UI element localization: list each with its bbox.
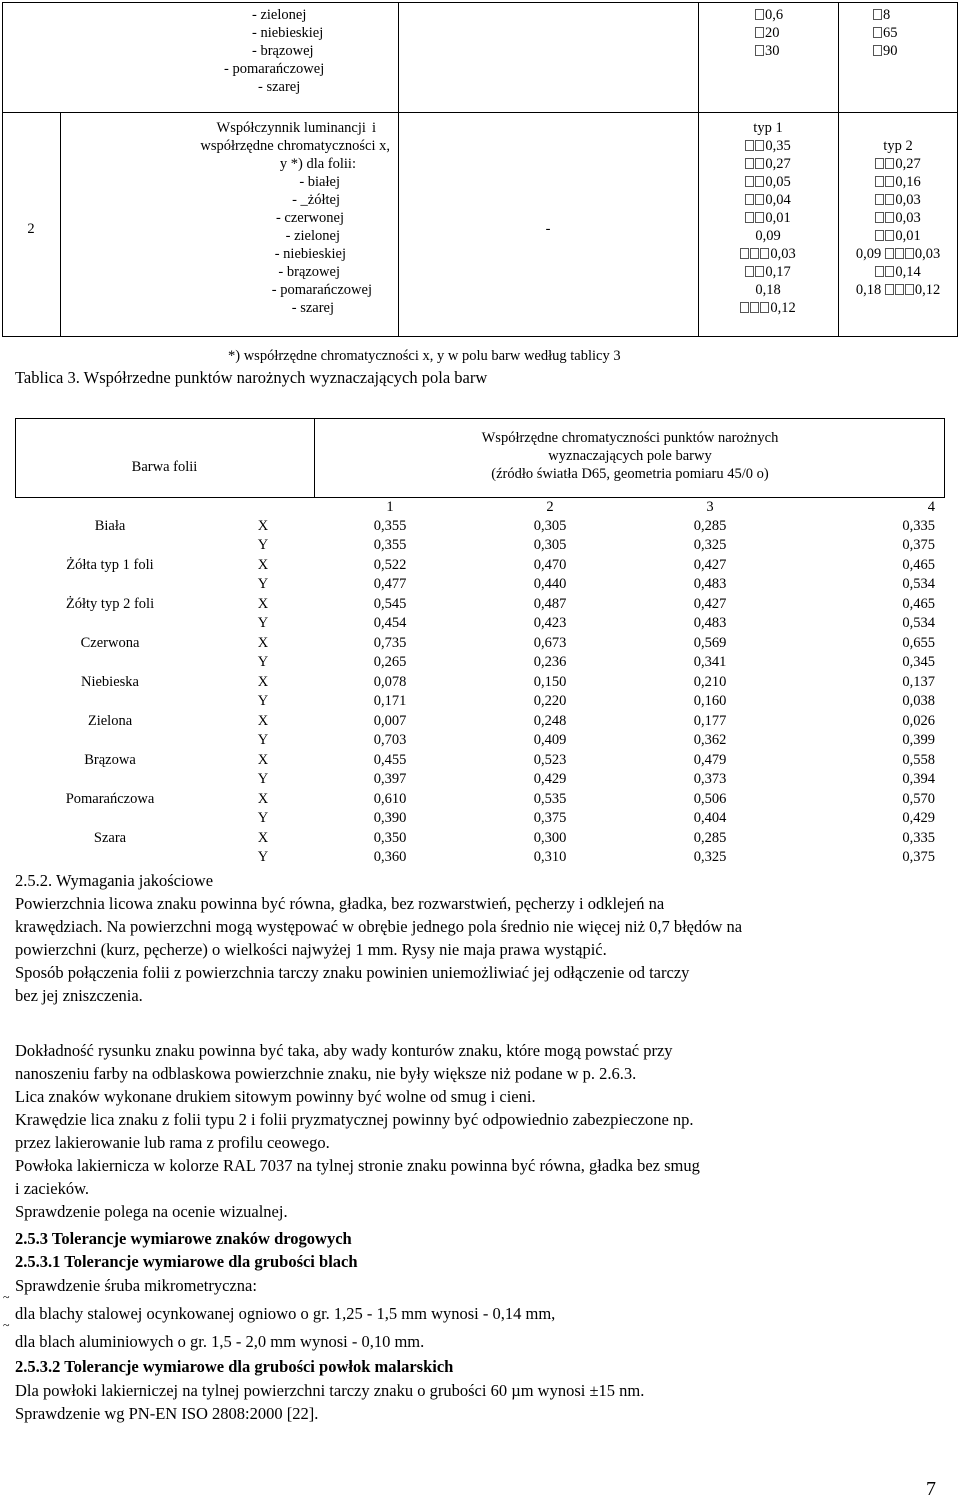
x-value: 0,427: [693, 557, 727, 573]
text-line: Sposób połączenia folii z powierzchnia tarczy znaku powinien uniemożliwiać jej odłączenie od tarczy: [15, 963, 690, 982]
typ2-value: [838, 227, 958, 245]
x-value: 0,479: [693, 752, 727, 768]
value: 0,17: [765, 264, 791, 280]
glyph-box-icon: [755, 45, 764, 56]
x-value: 0,305: [533, 518, 567, 534]
label: - pomarańczowej: [271, 282, 372, 298]
glyph-box-icon: [873, 27, 882, 38]
color-name: Żółty typ 2 foli: [65, 596, 155, 612]
table2-row2-description: [62, 119, 396, 317]
glyph-box-icon: [875, 194, 884, 205]
heading-2-5-2: 2.5.2. Wymagania jakościowe: [15, 871, 214, 890]
point-number: 3: [706, 499, 714, 515]
text-line: Dokładność rysunku znaku powinna być taka, aby wady konturów znaku, które mogą powstać przy: [15, 1041, 673, 1060]
y-value: 0,404: [693, 810, 727, 826]
y-value: 0,534: [902, 615, 935, 631]
text-line: i zacieków.: [15, 1179, 90, 1198]
y-value: 0,375: [902, 849, 935, 865]
table2-row-number: 2: [27, 221, 35, 237]
x-label: X: [257, 635, 269, 651]
x-value: 0,350: [373, 830, 407, 846]
glyph-box-icon: [895, 284, 904, 295]
table2-top-col4: [873, 6, 933, 60]
y-label: Y: [257, 849, 269, 865]
value: 0,03: [770, 246, 796, 262]
x-label: X: [257, 557, 269, 573]
glyph-box-icon: [740, 248, 749, 259]
glyph-box-icon: [755, 176, 764, 187]
label: - szarej: [291, 300, 334, 316]
label: - zielonej: [252, 7, 307, 23]
value: 0,03: [914, 246, 941, 262]
x-value: 0,522: [373, 557, 407, 573]
value: 90: [883, 43, 898, 59]
glyph-box-icon: [885, 248, 894, 259]
typ2-value: [838, 263, 958, 281]
typ2-header: typ 2: [883, 138, 913, 154]
y-value: 0,454: [373, 615, 407, 631]
glyph-box-icon: [885, 158, 894, 169]
header-line: wyznaczających pole barwy: [548, 448, 712, 464]
x-value: 0,335: [902, 518, 935, 534]
glyph-box-icon: [875, 158, 884, 169]
value: 0,12: [914, 282, 941, 298]
color-name: Żółta typ 1 foli: [66, 557, 154, 573]
label: - brązowej: [278, 264, 340, 280]
x-value: 0,285: [693, 830, 727, 846]
typ1-column: [698, 119, 838, 317]
x-value: 0,248: [533, 713, 567, 729]
typ1-value: [698, 245, 838, 263]
glyph-box-icon: [750, 248, 759, 259]
color-name: Niebieska: [81, 674, 139, 690]
value: 0,14: [895, 264, 921, 280]
y-label: Y: [257, 576, 269, 592]
color-name: Zielona: [87, 713, 133, 729]
table2-hline: [2, 112, 958, 113]
y-value: 0,341: [693, 654, 727, 670]
x-value: 0,026: [902, 713, 935, 729]
glyph-box-icon: [745, 266, 754, 277]
x-value: 0,655: [902, 635, 935, 651]
x-value: 0,300: [533, 830, 567, 846]
y-value: 0,483: [693, 576, 727, 592]
glyph-box-icon: [760, 248, 769, 259]
title-line: Współczynnik luminancji i: [216, 120, 376, 136]
text-line: Sprawdzenie wg PN-EN ISO 2808:2000 [22].: [15, 1404, 319, 1423]
paragraph-coating: [15, 1379, 945, 1425]
x-value: 0,487: [533, 596, 567, 612]
heading-2-5-3-2: 2.5.3.2 Tolerancje wymiarowe dla grubości powłok malarskich: [15, 1357, 454, 1376]
color-name: Szara: [93, 830, 127, 846]
typ2-value: [838, 155, 958, 173]
y-value: 0,375: [533, 810, 567, 826]
y-value: 0,429: [533, 771, 567, 787]
glyph-box-icon: [745, 140, 754, 151]
value: 65: [883, 25, 898, 41]
y-label: Y: [257, 732, 269, 748]
x-value: 0,177: [693, 713, 727, 729]
label: - _żółtej: [292, 192, 340, 208]
x-value: 0,673: [533, 635, 567, 651]
x-value: 0,569: [693, 635, 727, 651]
y-value: 0,360: [373, 849, 407, 865]
y-value: 0,399: [902, 732, 935, 748]
x-value: 0,427: [693, 596, 727, 612]
text-line: Dla powłoki lakierniczej na tylnej powierzchni tarczy znaku o grubości 60 µm wynosi ±15 nm.: [15, 1381, 645, 1400]
x-label: X: [257, 830, 269, 846]
bullet-aluminium: dla blach aluminiowych o gr. 1,5 - 2,0 mm wynosi - 0,10 mm.: [15, 1332, 425, 1351]
header-line: (źródło światła D65, geometria pomiaru 45/0 o): [491, 466, 769, 482]
label: - czerwonej: [275, 210, 344, 226]
y-value: 0,477: [373, 576, 407, 592]
glyph-box-icon: [755, 194, 764, 205]
y-value: 0,483: [693, 615, 727, 631]
color-name: Brązowa: [84, 752, 136, 768]
text-line: krawędziach. Na powierzchni mogą występować w obrębie jednego pola średnio nie więcej niż 0,7 błędów na: [15, 917, 743, 936]
glyph-box-icon: [875, 212, 884, 223]
footnote: *) współrzędne chromatyczności x, y w polu barw według tablicy 3: [228, 348, 621, 364]
heading-2-5-3: 2.5.3 Tolerancje wymiarowe znaków drogowych: [15, 1229, 352, 1248]
typ2-value: [838, 245, 958, 263]
typ2-value: [838, 281, 958, 299]
value: 0,18: [755, 282, 781, 298]
y-value: 0,305: [533, 537, 567, 553]
y-value: 0,160: [693, 693, 727, 709]
glyph-box-icon: [885, 212, 894, 223]
bullet-icon: ~: [3, 1318, 10, 1332]
point-number: 1: [386, 499, 394, 515]
y-value: 0,373: [693, 771, 727, 787]
value: 0,12: [770, 300, 796, 316]
typ2-values: [838, 155, 958, 299]
glyph-box-icon: [905, 284, 914, 295]
x-label: X: [257, 713, 269, 729]
y-label: Y: [257, 654, 269, 670]
value: 0,04: [765, 192, 791, 208]
typ2-value: [838, 209, 958, 227]
x-label: X: [257, 791, 269, 807]
typ1-header: typ 1: [753, 120, 783, 136]
text-line: Powłoka lakiernicza w kolorze RAL 7037 na tylnej stronie znaku powinna być równa, gładka bez smug: [15, 1156, 700, 1175]
paragraph-quality: [15, 892, 945, 1007]
typ1-value: [698, 299, 838, 317]
y-value: 0,440: [533, 576, 567, 592]
label: - brązowej: [252, 43, 314, 59]
value: 0,09: [755, 228, 781, 244]
paragraph-micrometer: Sprawdzenie śruba mikrometryczna:: [15, 1276, 257, 1295]
header-line: Współrzędne chromatyczności punktów narożnych: [481, 430, 779, 446]
table2-top-labels: [200, 6, 390, 96]
text-line: Krawędzie lica znaku z folii typu 2 i folii pryzmatycznej powinny być odpowiednio zabezpieczone np.: [15, 1110, 694, 1129]
value: 0,03: [895, 192, 921, 208]
x-value: 0,455: [373, 752, 407, 768]
bullet-steel: dla blachy stalowej ocynkowanej ogniowo o gr. 1,25 - 1,5 mm wynosi - 0,14 mm,: [15, 1304, 556, 1323]
point-number: 4: [927, 499, 935, 515]
title-line: współrzędne chromatyczności x,: [200, 138, 390, 154]
x-value: 0,470: [533, 557, 567, 573]
table2-vline: [398, 2, 399, 337]
col-header-coords: [315, 429, 945, 483]
y-label: Y: [257, 693, 269, 709]
label: - białej: [299, 174, 340, 190]
value: 20: [765, 25, 780, 41]
glyph-box-icon: [755, 9, 764, 20]
glyph-box-icon: [885, 230, 894, 241]
bullet-icon: ~: [3, 1290, 10, 1304]
glyph-box-icon: [885, 266, 894, 277]
typ1-value: [698, 137, 838, 155]
y-value: 0,362: [693, 732, 727, 748]
x-label: X: [257, 518, 269, 534]
glyph-box-icon: [760, 302, 769, 313]
glyph-box-icon: [885, 284, 894, 295]
typ2-column: [838, 137, 958, 299]
y-value: 0,409: [533, 732, 567, 748]
glyph-box-icon: [750, 302, 759, 313]
label: - pomarańczowej: [224, 61, 325, 77]
label: - niebieskiej: [252, 25, 324, 41]
y-value: 0,171: [373, 693, 407, 709]
glyph-box-icon: [755, 212, 764, 223]
text-line: powierzchni (kurz, pęcherze) o wielkości najwyżej 1 mm. Rysy nie maja prawa wystąpić.: [15, 940, 607, 959]
glyph-box-icon: [895, 248, 904, 259]
y-value: 0,038: [902, 693, 935, 709]
col-header-barwa: Barwa folii: [131, 459, 198, 475]
value: 30: [765, 43, 780, 59]
glyph-box-icon: [873, 45, 882, 56]
typ1-value: [698, 209, 838, 227]
typ2-value: [838, 173, 958, 191]
glyph-box-icon: [745, 176, 754, 187]
glyph-box-icon: [885, 176, 894, 187]
table3: [15, 418, 945, 870]
heading-2-5-3-1: 2.5.3.1 Tolerancje wymiarowe dla grubości blach: [15, 1252, 358, 1271]
glyph-box-icon: [905, 248, 914, 259]
y-value: 0,703: [373, 732, 407, 748]
glyph-box-icon: [885, 194, 894, 205]
glyph-box-icon: [745, 158, 754, 169]
label: - szarej: [258, 79, 301, 95]
typ1-value: [698, 227, 838, 245]
y-value: 0,534: [902, 576, 935, 592]
y-value: 0,325: [693, 849, 727, 865]
x-value: 0,506: [693, 791, 727, 807]
y-value: 0,429: [902, 810, 935, 826]
x-value: 0,610: [373, 791, 407, 807]
y-label: Y: [257, 615, 269, 631]
table2-vline: [60, 112, 61, 337]
y-value: 0,390: [373, 810, 407, 826]
y-value: 0,355: [373, 537, 407, 553]
text-line: przez lakierowanie lub rama z profilu ceowego.: [15, 1133, 330, 1152]
text-line: bez jej zniszczenia.: [15, 986, 143, 1005]
y-value: 0,325: [693, 537, 727, 553]
x-value: 0,735: [373, 635, 407, 651]
glyph-box-icon: [755, 27, 764, 38]
color-name: Pomarańczowa: [65, 791, 155, 807]
y-value: 0,345: [902, 654, 935, 670]
y-value: 0,265: [373, 654, 407, 670]
table3-caption: Tablica 3. Współrzedne punktów narożnych wyznaczających pola barw: [15, 368, 488, 387]
value: 0,27: [765, 156, 791, 172]
value: 0,6: [765, 7, 784, 23]
color-name: Biała: [94, 518, 126, 534]
x-value: 0,523: [533, 752, 567, 768]
y-label: Y: [257, 771, 269, 787]
glyph-box-icon: [875, 230, 884, 241]
x-value: 0,570: [902, 791, 935, 807]
x-value: 0,465: [902, 596, 935, 612]
typ1-value: [698, 263, 838, 281]
y-value: 0,220: [533, 693, 567, 709]
color-name: Czerwona: [80, 635, 140, 651]
x-value: 0,535: [533, 791, 567, 807]
value: 0,03: [895, 210, 921, 226]
typ2-value: [838, 191, 958, 209]
x-value: 0,545: [373, 596, 407, 612]
text-line: Lica znaków wykonane drukiem sitowym powinny być wolne od smug i cieni.: [15, 1087, 536, 1106]
typ1-value: [698, 281, 838, 299]
paragraph-drawing: [15, 1039, 945, 1223]
label: - zielonej: [285, 228, 340, 244]
title-line: y *) dla folii:: [279, 156, 356, 172]
y-value: 0,236: [533, 654, 567, 670]
x-label: X: [257, 752, 269, 768]
y-value: 0,394: [902, 771, 935, 787]
x-value: 0,078: [373, 674, 407, 690]
glyph-box-icon: [745, 212, 754, 223]
x-value: 0,137: [902, 674, 935, 690]
glyph-box-icon: [875, 176, 884, 187]
x-value: 0,558: [902, 752, 935, 768]
typ1-value: [698, 155, 838, 173]
y-label: Y: [257, 537, 269, 553]
glyph-box-icon: [745, 194, 754, 205]
x-label: X: [257, 674, 269, 690]
glyph-box-icon: [755, 266, 764, 277]
y-label: Y: [257, 810, 269, 826]
value: 0,27: [895, 156, 921, 172]
value: 0,18: [855, 282, 882, 298]
x-value: 0,007: [373, 713, 407, 729]
glyph-box-icon: [755, 140, 764, 151]
y-value: 0,375: [902, 537, 935, 553]
table2-top-col3: [755, 6, 815, 60]
value: 8: [883, 7, 891, 23]
text-line: Sprawdzenie polega na ocenie wizualnej.: [15, 1202, 288, 1221]
value: 0,05: [765, 174, 791, 190]
value: 0,16: [895, 174, 921, 190]
typ1-value: [698, 173, 838, 191]
x-label: X: [257, 596, 269, 612]
typ1-value: [698, 191, 838, 209]
x-value: 0,465: [902, 557, 935, 573]
page-number: 7: [926, 1478, 936, 1500]
glyph-box-icon: [740, 302, 749, 313]
text-line: nanoszeniu farby na odblaskowa powierzchnie znaku, nie były większe niż podane w p. 2.6.3.: [15, 1064, 637, 1083]
value: 0,35: [765, 138, 791, 154]
table2-row2-col2: -: [545, 221, 551, 237]
point-number: 2: [546, 499, 554, 515]
value: 0,09: [855, 246, 882, 262]
value: 0,01: [765, 210, 791, 226]
glyph-box-icon: [755, 158, 764, 169]
x-value: 0,355: [373, 518, 407, 534]
glyph-box-icon: [873, 9, 882, 20]
x-value: 0,210: [693, 674, 727, 690]
y-value: 0,310: [533, 849, 567, 865]
x-value: 0,285: [693, 518, 727, 534]
x-value: 0,335: [902, 830, 935, 846]
label: - niebieskiej: [274, 246, 346, 262]
y-value: 0,423: [533, 615, 567, 631]
glyph-box-icon: [875, 266, 884, 277]
value: 0,01: [895, 228, 921, 244]
x-value: 0,150: [533, 674, 567, 690]
y-value: 0,397: [373, 771, 407, 787]
text-line: Powierzchnia licowa znaku powinna być równa, gładka, bez rozwarstwień, pęcherzy i odklejeń na: [15, 894, 665, 913]
typ1-values: [698, 137, 838, 317]
